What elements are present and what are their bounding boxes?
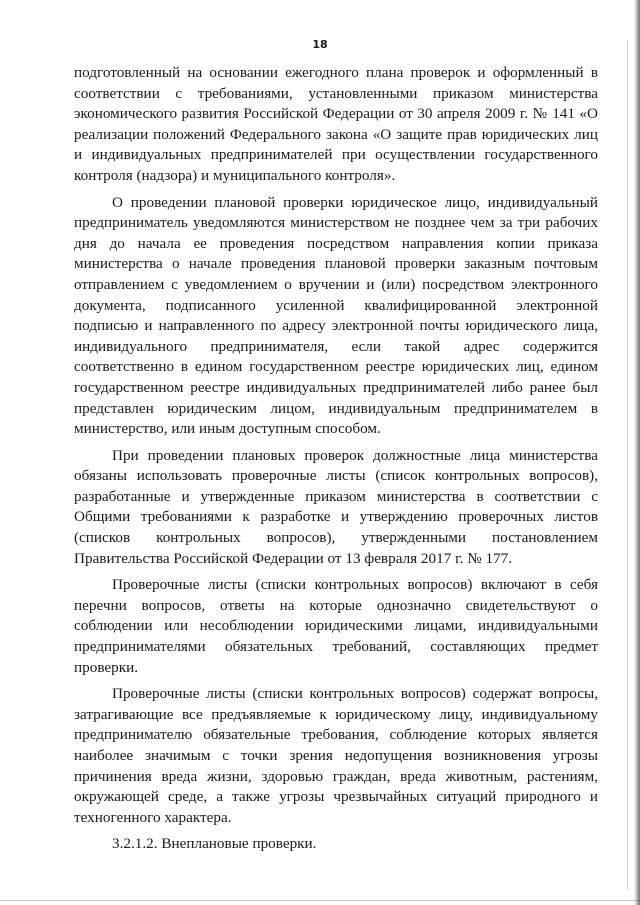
paragraph-continuation: подготовленный на основании ежегодного плана проверок и оформленный в соответствии с требованиями, установленными приказом министерства экономического развития Российской Федерации от 30 апреля 2009 г. № 141 «О реализации положений Федерального закона «О защите прав юридических лиц и индивидуальных предпринимателей при осуществлении государственного контроля (надзора) и муниципального контроля». [74, 64, 598, 184]
paragraph-checklists-usage: При проведении плановых проверок должностные лица министерства обязаны использовать проверочные листы (список контрольных вопросов), разработанные и утвержденные приказом министерства в соответствии с Общими требованиями к разработке и утверждению проверочных листов (списков контрольных вопросов), утвержденными постановлением Правительства Российской Федерации от 13 февраля 2017 г. № 177. [74, 446, 598, 567]
page-edge-line [627, 40, 628, 890]
paragraph-checklists-questions: Проверочные листы (списки контрольных вопросов) содержат вопросы, затрагивающие все предъявляемые к юридическому лицу, индивидуальному предпринимателю обязательные требования, соблюдение которых является наиболее значимым с точки зрения недопущения возникновения угрозы причинения вреда жизни, здоровью граждан, вреда животным, растениям, окружающей среде, а также угрозы чрезвычайных ситуаций природного и техногенного характера. [74, 685, 598, 826]
page-number: 18 [312, 38, 328, 51]
scan-bottom-line [0, 900, 640, 901]
document-body [74, 63, 598, 855]
scan-edge-shadow [634, 0, 640, 905]
section-heading-unscheduled-inspections: 3.2.1.2. Внеплановые проверки. [112, 835, 317, 853]
paragraph-notification: О проведении плановой проверки юридическое лицо, индивидуальный предприниматель уведомляются министерством не позднее чем за три рабочих дня до начала ее проведения посредством направления копии приказа министерства о начале проведения плановой проверки заказным почтовым отправлением с уведомлением о вручении и (или) посредством электронного документа, подписанного усиленной квалифицированной электронной подписью и направленного по адресу электронной почты юридического лица, индивидуального предпринимателя, если такой адрес содержится соответственно в едином государственном реестре юридических лиц, едином государственном реестре индивидуальных предпринимателей либо ранее был представлен юридическим лицом, индивидуальным предпринимателем в министерство, или иным доступным способом. [74, 193, 598, 438]
paragraph-checklists-content: Проверочные листы (списки контрольных вопросов) включают в себя перечни вопросов, ответы на которые однозначно свидетельствуют о соблюдении или несоблюдении юридическими лицами, индивидуальными предпринимателями обязательных требований, составляющих предмет проверки. [74, 576, 598, 676]
